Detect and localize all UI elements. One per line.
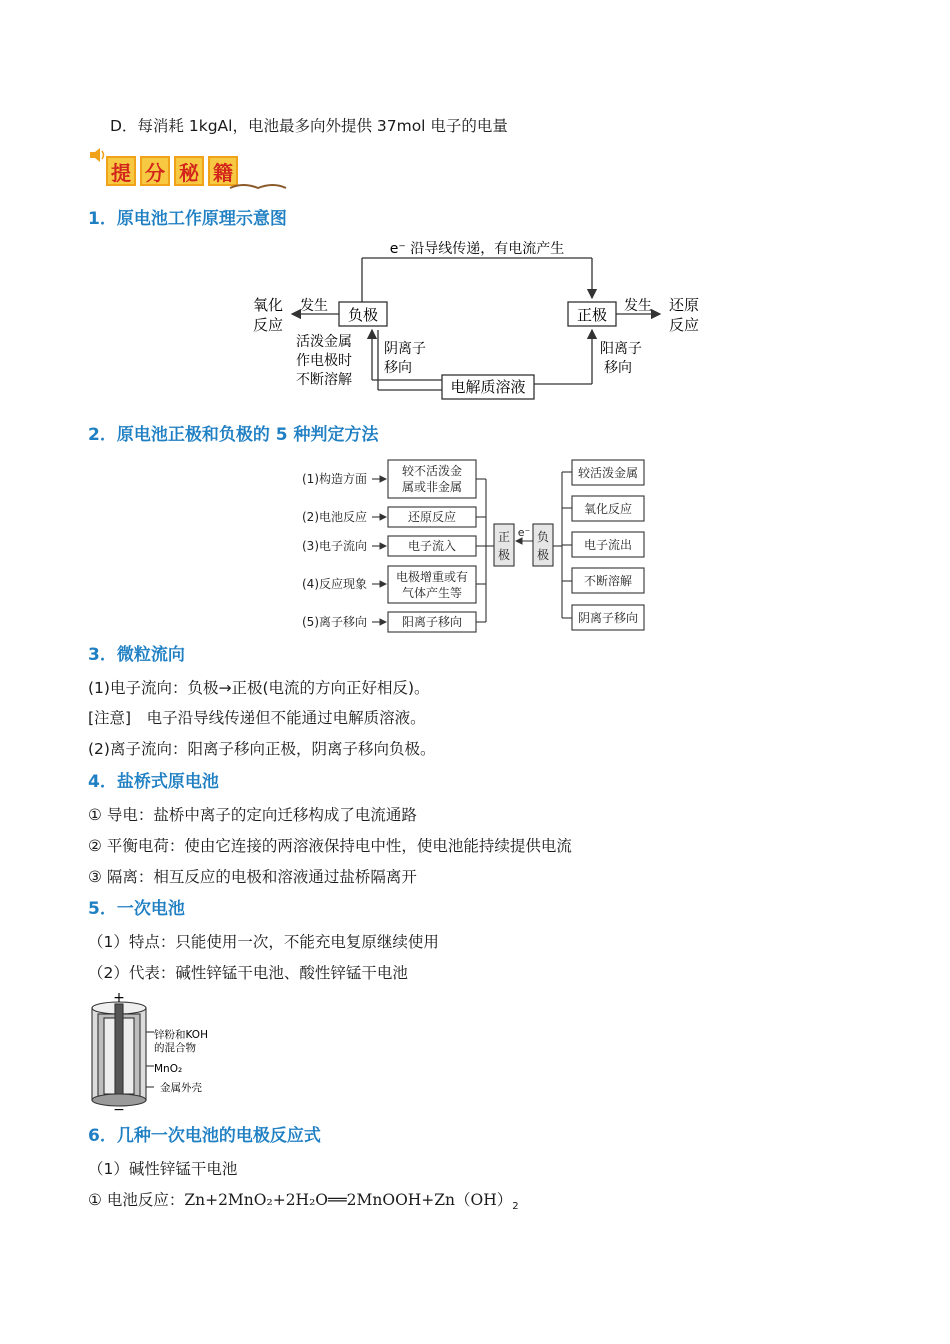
section-3-title: 3．微粒流向	[88, 645, 185, 665]
d2-left-box-4a: 电极增重或有	[395, 570, 469, 584]
d1-note-3: 不断溶解	[296, 372, 352, 388]
section-5-title: 5．一次电池	[88, 899, 185, 919]
s6-line-2-prefix: ① 电池反应：	[88, 1191, 185, 1209]
s3-line-2: [注意] 电子沿导线传递但不能通过电解质溶液。	[88, 709, 426, 727]
banner-char-3: 秘	[174, 156, 204, 186]
d1-left-reaction-2: 反应	[252, 316, 284, 334]
section-4-title: 4．盐桥式原电池	[88, 772, 219, 792]
d2-right-box-3: 电子流出	[583, 538, 633, 552]
d1-top-label: e⁻ 沿导线传递，有电流产生	[389, 241, 565, 257]
equation-subscript: 2	[512, 1201, 519, 1213]
s5-line-2: （2）代表：碱性锌锰干电池、酸性锌锰干电池	[88, 964, 408, 982]
d2-right-box-4: 不断溶解	[583, 574, 633, 588]
d2-right-box-1: 较活泼金属	[577, 466, 639, 480]
s4-line-2: ② 平衡电荷：使由它连接的两溶液保持电中性，使电池能持续提供电流	[88, 837, 572, 855]
d1-note-1: 活泼金属	[296, 334, 352, 350]
section-6-title: 6．几种一次电池的电极反应式	[88, 1126, 321, 1146]
battery-label-3: 金属外壳	[160, 1082, 202, 1094]
banner-char-1: 提	[106, 156, 136, 186]
d1-left-reaction-1: 氧化	[252, 296, 284, 314]
d2-left-box-5: 阳离子移向	[401, 615, 463, 629]
electrode-judgement-diagram	[300, 456, 650, 634]
section-1-title: 1．原电池工作原理示意图	[88, 209, 287, 229]
d1-right-occur: 发生	[624, 298, 652, 314]
s4-line-1: ① 导电：盐桥中离子的定向迁移构成了电流通路	[88, 806, 417, 824]
d2-center-right-1: 负	[536, 530, 550, 544]
galvanic-cell-diagram	[248, 240, 708, 406]
banner-char-4: 籍	[208, 156, 238, 186]
d2-right-box-5: 阴离子移向	[577, 611, 639, 625]
s5-line-1: （1）特点：只能使用一次，不能充电复原继续使用	[88, 933, 439, 951]
d1-cation-1: 阳离子	[600, 341, 642, 357]
d2-left-box-1a: 较不活泼金	[401, 464, 463, 478]
d2-left-label-3: (3)电子流向	[302, 539, 367, 553]
d1-cation-2: 移向	[604, 360, 632, 376]
d2-left-label-4: (4)反应现象	[302, 577, 367, 591]
d1-anion-2: 移向	[384, 360, 412, 376]
d2-left-box-2: 还原反应	[407, 510, 457, 524]
s4-line-3: ③ 隔离：相互反应的电极和溶液通过盐桥隔离开	[88, 868, 417, 886]
d1-positive-electrode: 正极	[576, 306, 608, 324]
d2-left-label-1: (1)构造方面	[302, 472, 367, 486]
alkaline-battery-illustration	[86, 992, 226, 1116]
d1-note-2: 作电极时	[296, 353, 352, 369]
banner-char-2: 分	[140, 156, 170, 186]
d1-right-reaction-1: 还原	[668, 296, 700, 314]
d2-left-box-1b: 属或非金属	[401, 480, 463, 494]
d2-left-label-2: (2)电池反应	[302, 510, 367, 524]
d2-left-box-4b: 气体产生等	[401, 586, 463, 600]
d1-anion-1: 阴离子	[384, 341, 426, 357]
book-icon	[228, 182, 288, 192]
s3-line-3: (2)离子流向：阳离子移向正极，阴离子移向负极。	[88, 740, 436, 758]
d2-center-e: e⁻	[517, 526, 531, 539]
d2-center-left-1: 正	[497, 530, 511, 544]
battery-minus: −	[113, 1102, 125, 1116]
d2-center-left-2: 极	[497, 548, 511, 562]
d2-right-box-2: 氧化反应	[583, 502, 633, 516]
s6-line-2	[88, 1190, 519, 1217]
battery-label-1a: 锌粉和KOH	[154, 1029, 208, 1041]
d1-electrolyte: 电解质溶液	[450, 378, 526, 396]
d1-right-reaction-2: 反应	[668, 316, 700, 334]
s6-line-1: （1）碱性锌锰干电池	[88, 1160, 238, 1178]
d2-left-box-3: 电子流入	[407, 539, 457, 553]
speaker-icon	[88, 146, 108, 164]
battery-reaction-equation: Zn+2MnO₂+2H₂O══2MnOOH+Zn（OH）	[184, 1191, 513, 1209]
d2-center-right-2: 极	[536, 548, 550, 562]
d1-negative-electrode: 负极	[347, 306, 379, 324]
d2-left-label-5: (5)离子移向	[302, 615, 367, 629]
s3-line-1: (1)电子流向：负极→正极(电流的方向正好相反)。	[88, 679, 430, 697]
battery-plus: +	[113, 992, 125, 1006]
battery-label-2: MnO₂	[154, 1063, 183, 1075]
section-2-title: 2．原电池正极和负极的 5 种判定方法	[88, 425, 379, 445]
battery-label-1b: 的混合物	[154, 1042, 196, 1054]
d1-left-occur: 发生	[300, 298, 328, 314]
option-d: D．每消耗 1kgAl，电池最多向外提供 37mol 电子的电量	[110, 117, 508, 135]
